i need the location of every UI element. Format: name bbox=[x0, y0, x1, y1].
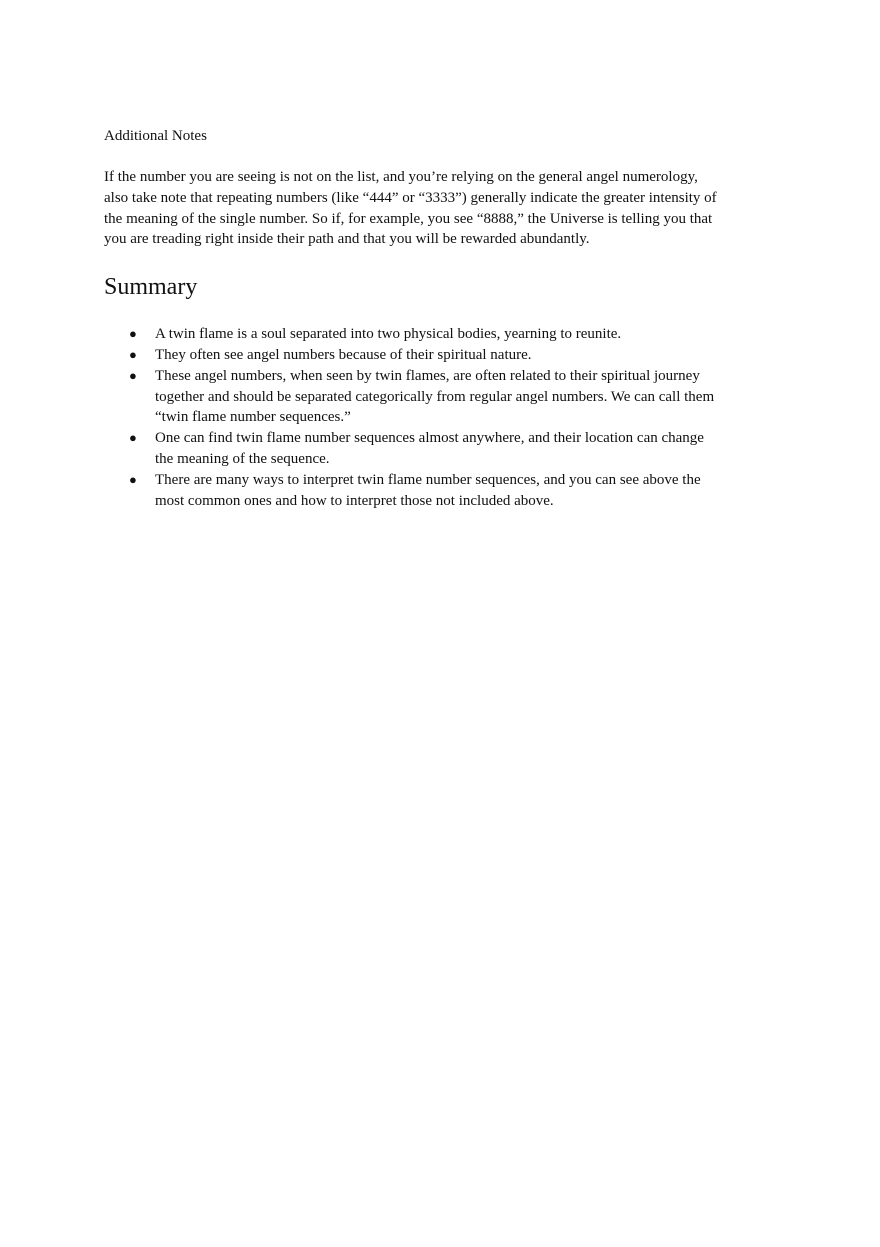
list-item bbox=[104, 345, 724, 366]
additional-notes-paragraph: If the number you are seeing is not on the list, and you’re relying on the general angel numerology, also take note that repeating numbers (like “444” or “3333”) generally indicate the greater intensity of the meaning of the single number. So if, for example, you see “8888,” the Universe is telling you that you are treading right inside their path and that you will be rewarded abundantly. bbox=[104, 169, 717, 248]
additional-notes-heading: Additional Notes bbox=[104, 128, 207, 144]
bullet-icon: ● bbox=[129, 471, 137, 487]
list-item-text: There are many ways to interpret twin flame number sequences, and you can see above the most common ones and how to interpret those not included above. bbox=[155, 471, 701, 509]
summary-list bbox=[104, 324, 724, 511]
list-item-text: They often see angel numbers because of their spiritual nature. bbox=[155, 346, 532, 363]
list-item-text: One can find twin flame number sequences almost anywhere, and their location can change the meaning of the sequence. bbox=[155, 430, 704, 467]
list-item bbox=[104, 324, 724, 345]
summary-heading: Summary bbox=[104, 274, 198, 301]
list-item bbox=[104, 366, 724, 428]
bullet-icon: ● bbox=[129, 346, 137, 362]
bullet-icon: ● bbox=[129, 430, 137, 446]
list-item-text: A twin flame is a soul separated into two physical bodies, yearning to reunite. bbox=[155, 326, 622, 343]
list-item bbox=[104, 428, 724, 470]
document-page bbox=[104, 126, 724, 511]
list-item-text: These angel numbers, when seen by twin flames, are often related to their spiritual journey together and should be separated categorically from regular angel numbers. We can call them “twin flame number sequences.” bbox=[155, 367, 715, 426]
list-item bbox=[104, 470, 724, 512]
bullet-icon: ● bbox=[129, 326, 137, 342]
bullet-icon: ● bbox=[129, 367, 137, 383]
